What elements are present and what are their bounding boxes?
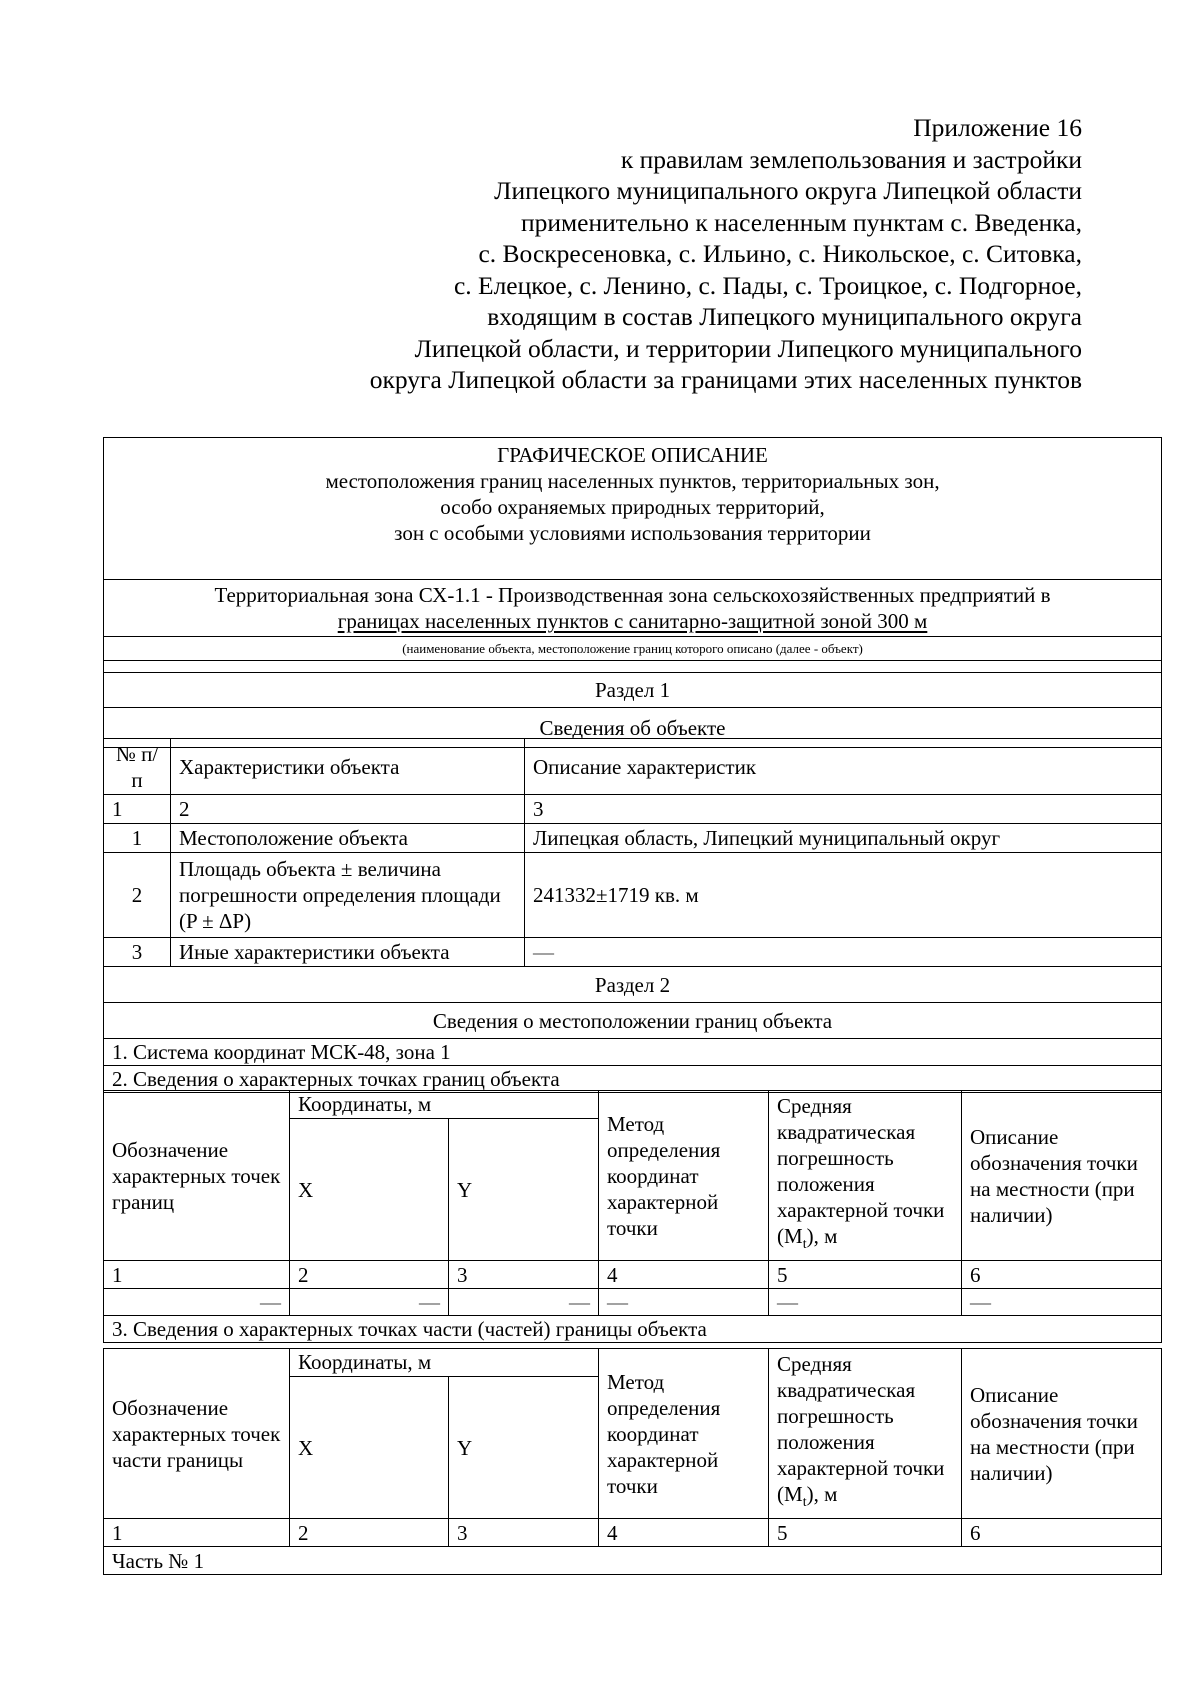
section2-subtitle: Сведения о местоположении границ объекта: [104, 1003, 1162, 1039]
row-number: 1: [104, 824, 171, 853]
characteristic-value: Липецкая область, Липецкий муниципальный округ: [525, 824, 1162, 853]
boundary-parts-table: [103, 1348, 1162, 1575]
characteristic-name: Иные характеристики объекта: [171, 938, 525, 967]
header-line: к правилам землепользования и застройки: [620, 144, 1082, 174]
column-number: 2: [290, 1519, 449, 1547]
document-title: ГРАФИЧЕСКОЕ ОПИСАНИЕ: [497, 443, 768, 467]
row-number: 3: [104, 938, 171, 967]
column-number: 3: [449, 1519, 599, 1547]
section1-subtitle: Сведения об объекте: [104, 708, 1162, 748]
header-line: входящим в состав Липецкого муниципального округа: [487, 302, 1082, 331]
column-number: 3: [449, 1261, 599, 1289]
header-designation: Обозначение характерных точек части границы: [104, 1349, 290, 1519]
header-line: применительно к населенным пунктам с. Введенка,: [521, 207, 1082, 237]
object-info-table: [103, 738, 1162, 967]
column-number: 4: [599, 1519, 769, 1547]
empty-value: —: [104, 1289, 290, 1316]
column-number: 1: [104, 795, 171, 824]
header-accuracy: Средняя квадратическая погрешность положения характерной точки $(M_t)$, м: [769, 1349, 962, 1519]
header-y: Y: [449, 1119, 599, 1261]
section2-title: Раздел 2: [104, 967, 1162, 1003]
header-line: Приложение 16: [913, 113, 1082, 142]
title-line: особо охраняемых природных территорий,: [440, 495, 825, 519]
points-title: 2. Сведения о характерных точках границ объекта: [104, 1066, 1162, 1093]
characteristic-name: Местоположение объекта: [171, 824, 525, 853]
header-number: № п/п: [104, 739, 171, 795]
header-line: округа Липецкой области за границами этих населенных пунктов: [369, 365, 1082, 394]
column-number: 5: [769, 1261, 962, 1289]
column-number: 5: [769, 1519, 962, 1547]
column-number: 2: [171, 795, 525, 824]
appendix-header: [182, 112, 1082, 396]
characteristic-value: —: [525, 938, 1162, 967]
header-description: Описание характеристик: [525, 739, 1162, 795]
boundary-points-table: [103, 1090, 1162, 1343]
column-number: 2: [290, 1261, 449, 1289]
column-number: 3: [525, 795, 1162, 824]
characteristic-name: Площадь объекта ± величина погрешности определения площади (P ± ΔP): [171, 853, 525, 938]
header-method: Метод определения координат характерной точки: [599, 1349, 769, 1519]
object-name-cell: [104, 580, 1162, 637]
header-x: X: [290, 1119, 449, 1261]
column-number: 6: [962, 1519, 1162, 1547]
title-line: зон с особыми условиями использования территории: [394, 521, 871, 545]
column-number: 1: [104, 1519, 290, 1547]
characteristic-value: 241332±1719 кв. м: [525, 853, 1162, 938]
parts-title: 3. Сведения о характерных точках части (частей) границы объекта: [104, 1316, 1162, 1343]
column-number: 4: [599, 1261, 769, 1289]
empty-value: —: [290, 1289, 449, 1316]
header-line: Липецкой области, и территории Липецкого муниципального: [414, 333, 1082, 363]
empty-value: —: [962, 1289, 1162, 1316]
header-line: с. Елецкое, с. Ленино, с. Пады, с. Троицкое, с. Подгорное,: [453, 270, 1082, 300]
section1-title: Раздел 1: [104, 673, 1162, 708]
header-x: X: [290, 1377, 449, 1519]
object-name-line: границах населенных пунктов с санитарно-защитной зоной 300 м: [337, 609, 928, 633]
object-caption: (наименование объекта, местоположение границ которого описано (далее - объект): [104, 637, 1162, 661]
header-accuracy: Средняя квадратическая погрешность положения характерной точки $(M_t)$, м: [769, 1091, 962, 1261]
empty-value: —: [449, 1289, 599, 1316]
row-number: 2: [104, 853, 171, 938]
column-number: 1: [104, 1261, 290, 1289]
coordinate-system: 1. Система координат МСК-48, зона 1: [104, 1039, 1162, 1066]
header-y: Y: [449, 1377, 599, 1519]
header-coordinates: Координаты, м: [290, 1349, 599, 1377]
column-number: 6: [962, 1261, 1162, 1289]
empty-value: —: [769, 1289, 962, 1316]
part-label: Часть № 1: [104, 1547, 1162, 1575]
header-point-description: Описание обозначения точки на местности (при наличии): [962, 1349, 1162, 1519]
header-line: с. Воскресеновка, с. Ильино, с. Никольское, с. Ситовка,: [478, 239, 1082, 268]
header-coordinates: Координаты, м: [290, 1091, 599, 1119]
object-name-line: Территориальная зона СХ-1.1 - Производственная зона сельскохозяйственных предприятий в: [214, 583, 1051, 607]
header-point-description: Описание обозначения точки на местности (при наличии): [962, 1091, 1162, 1261]
title-line: местоположения границ населенных пунктов, территориальных зон,: [325, 469, 940, 493]
section2-table: [103, 966, 1162, 1093]
header-characteristic: Характеристики объекта: [171, 739, 525, 795]
empty-value: —: [599, 1289, 769, 1316]
header-designation: Обозначение характерных точек границ: [104, 1091, 290, 1261]
header-line: Липецкого муниципального округа Липецкой области: [494, 176, 1082, 205]
header-method: Метод определения координат характерной точки: [599, 1091, 769, 1261]
spacer-row: [104, 661, 1162, 673]
document-title-cell: [104, 438, 1162, 580]
graphic-description-table: [103, 437, 1162, 748]
